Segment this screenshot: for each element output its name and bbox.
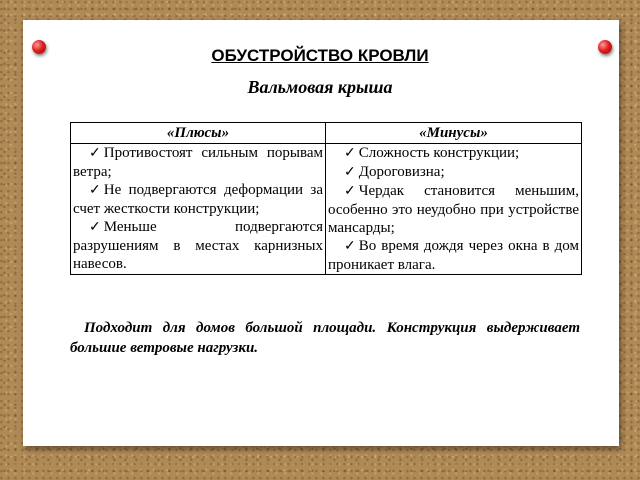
pros-item: Не подвергаются деформации за счет жесткости конструкции;: [73, 182, 323, 217]
list-item: [328, 182, 579, 237]
pros-list: [73, 144, 323, 273]
checkmark-icon: ✓: [344, 239, 356, 254]
list-item: [328, 163, 579, 182]
list-item: [73, 218, 323, 273]
checkmark-icon: ✓: [344, 165, 356, 180]
page-title: ОБУСТРОЙСТВО КРОВЛИ: [211, 46, 429, 65]
cons-cell: [326, 144, 582, 275]
list-item: [73, 181, 323, 218]
pros-cell: [71, 144, 326, 275]
pros-item: Противостоят сильным порывам ветра;: [73, 145, 323, 180]
list-item: [328, 237, 579, 274]
checkmark-icon: ✓: [344, 146, 356, 161]
cons-item: Во время дождя через окна в дом проникает влага.: [328, 238, 579, 273]
cons-item: Дороговизна;: [358, 164, 445, 180]
table-body-row: [71, 144, 582, 275]
conclusion-text: Подходит для домов большой площади. Конструкция выдерживает большие ветровые нагрузки.: [70, 320, 580, 356]
pros-item: Меньше подвергаются разрушениям в местах карнизных навесов.: [73, 219, 323, 272]
page-subtitle: Вальмовая крыша: [247, 77, 393, 97]
cons-item: Чердак становится меньшим, особенно это неудобно при устройстве мансарды;: [328, 183, 579, 236]
list-item: [73, 144, 323, 181]
checkmark-icon: ✓: [89, 220, 101, 235]
table-header-row: [71, 123, 582, 144]
checkmark-icon: ✓: [344, 184, 356, 199]
checkmark-icon: ✓: [89, 146, 101, 161]
cons-header: «Минусы»: [326, 123, 582, 144]
pros-cons-table: [70, 122, 582, 275]
cons-list: [328, 144, 579, 274]
pros-header: «Плюсы»: [71, 123, 326, 144]
list-item: [328, 144, 579, 163]
cons-item: Сложность конструкции;: [358, 145, 520, 161]
checkmark-icon: ✓: [89, 183, 101, 198]
